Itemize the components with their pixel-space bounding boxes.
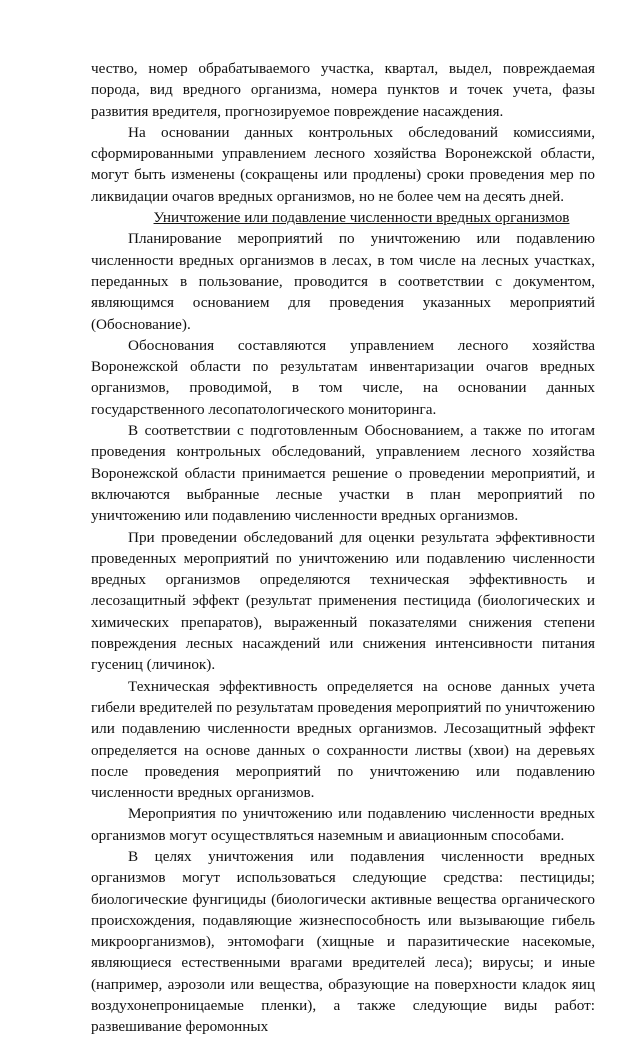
paragraph: Мероприятия по уничтожению или подавлению численности вредных организмов могут осуществляться наземным и авиационным способами. [91,805,595,844]
paragraph: Обоснования составляются управлением лесного хозяйства Воронежской области по результатам инвентаризации очагов вредных организмов, проводимой, в том числе, на основании данных государственного лесопатологического мониторинга. [91,336,595,418]
paragraph: Планирование мероприятий по уничтожению или подавлению численности вредных организмов в лесах, в том числе на лесных участках, переданных в пользование, проводится в соответствии с документом, являющимся основанием для проведения указанных мероприятий (Обоснование). [91,230,595,333]
paragraph: В соответствии с подготовленным Обоснованием, а также по итогам проведения контрольных обследований, управлением лесного хозяйства Воронежской области принимается решение о проведении мероприятий, и включаются выбранные лесные участки в план мероприятий по уничтожению или подавлению численности вредных организмов. [91,422,595,525]
paragraph: чество, номер обрабатываемого участка, квартал, выдел, повреждаемая порода, вид вредного организма, номера пунктов и точек учета, фазы развития вредителя, прогнозируемое повреждение насаждения. [91,60,595,120]
document-page [91,58,595,1038]
paragraph: На основании данных контрольных обследований комиссиями, сформированными управлением лесного хозяйства Воронежской области, могут быть изменены (сокращены или продлены) сроки проведения мер по ликвидации очагов вредных организмов, но не более чем на десять дней. [91,123,595,205]
paragraph: При проведении обследований для оценки результата эффективности проведенных мероприятий по уничтожению или подавлению численности вредных организмов определяются техническая эффективность и лесозащитный эффект (результат применения пестицида (биологических и химических препаратов), выраженный показателями снижения степени повреждения лесных насаждений или снижения интенсивности питания гусениц (личинок). [91,528,595,674]
section-heading: Уничтожение или подавление численности вредных организмов [153,209,570,227]
paragraph: Техническая эффективность определяется на основе данных учета гибели вредителей по результатам проведения мероприятий по уничтожению или подавлению численности вредных организмов. Лесозащитный эффект определяется на основе данных о сохранности листвы (хвои) на деревьях после проведения мероприятий по уничтожению или подавлению численности вредных организмов. [91,677,595,802]
paragraph: В целях уничтожения или подавления численности вредных организмов могут использоваться следующие средства: пестициды; биологические фунгициды (биологически активные вещества органического происхождения, подавляющие жизнеспособность или вызывающие гибель микроорганизмов), энтомофаги (хищные и паразитические насекомые, являющиеся естественными врагами вредителей леса); вирусы; и иные (например, аэрозоли или вещества, образующие на поверхности кладок яиц воздухонепроницаемые пленки), а также следующие виды работ: развешивание феромонных [91,847,595,1036]
